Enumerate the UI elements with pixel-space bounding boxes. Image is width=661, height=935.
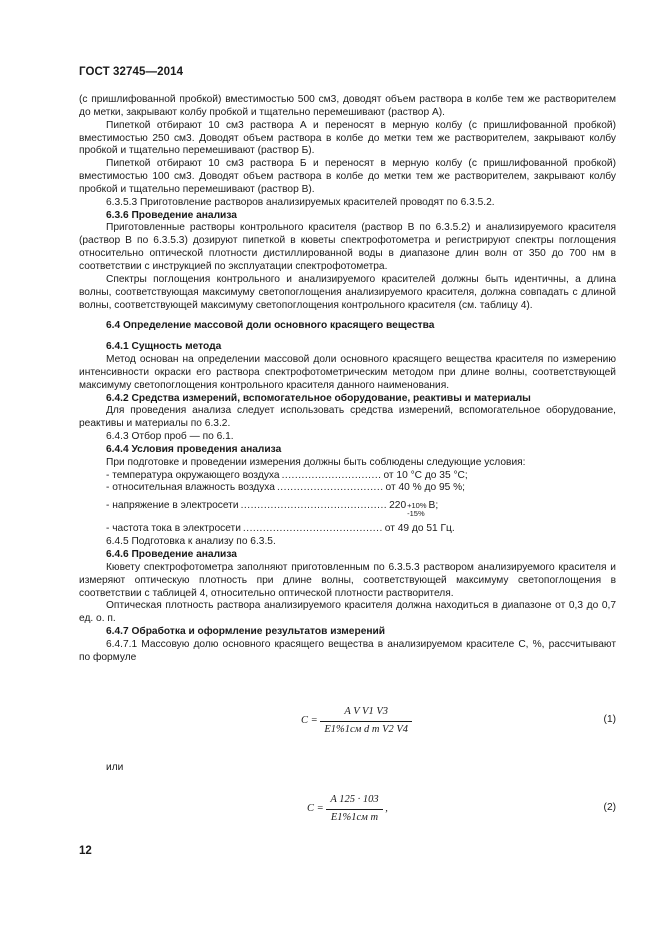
paragraph: При подготовке и проведении измерения должны быть соблюдены следующие условия:	[106, 456, 526, 468]
tolerance-lower: -15%	[407, 509, 425, 519]
spacer	[79, 333, 616, 341]
fraction	[320, 706, 412, 737]
paragraph: 6.3.5.3 Приготовление растворов анализируемых красителей проводят по 6.3.5.2.	[106, 196, 495, 208]
condition-value: от 40 % до 95 %;	[385, 482, 466, 494]
section-heading: 6.4 Определение массовой доли основного красящего вещества	[106, 320, 435, 332]
paragraph: Приготовленные растворы контрольного красителя (раствор В по 6.3.5.2) и анализируемого красителя (раствор В по 6.3.5.3) дозируют пипеткой в кюветы спектрофотометра и регистрируют спектры поглощения относительно оптической плотности дистиллированной воды в диапазоне длин волн от 350 до 700 нм в соответствии с инструкцией по эксплуатации спектрофотометра.	[79, 222, 616, 272]
paragraph: 6.4.3 Отбор проб — по 6.1.	[106, 431, 234, 443]
tolerance-upper: +10%	[407, 501, 427, 511]
condition-row	[79, 470, 616, 483]
paragraph: 6.4.5 Подготовка к анализу по 6.3.5.	[106, 536, 276, 548]
paragraph: Оптическая плотность раствора анализируемого красителя должна находиться в диапазоне от 0,3 до 0,7 ед. о. п.	[79, 600, 616, 625]
paragraph: 6.4.7.1 Массовую долю основного красящего вещества в анализируемом красителе С, %, рассчитывают по формуле	[79, 638, 616, 663]
section-heading: 6.4.1 Сущность метода	[106, 341, 222, 353]
fraction-denominator: E1%1см m	[330, 811, 379, 823]
equation-number: (1)	[603, 714, 616, 725]
condition-label: - напряжение в электросети	[106, 500, 239, 512]
dot-leader: ..........................................	[242, 523, 383, 535]
condition-row	[79, 482, 616, 495]
fraction-numerator: A V V1 V3	[320, 706, 412, 722]
section-heading: 6.4.2 Средства измерений, вспомогательное оборудование, реактивы и материалы	[106, 392, 531, 404]
document-header: ГОСТ 32745—2014	[79, 66, 184, 78]
paragraph: Спектры поглощения контрольного и анализируемого красителей должны быть идентичны, а длина волны, соответствующая максимуму светопоглощения анализируемого красителя, должна совпадать с длиной волны, соответствующей максимуму светопоглощения контрольного красителя (см. таблицу 4).	[79, 273, 616, 311]
section-heading: 6.3.6 Проведение анализа	[106, 209, 237, 221]
condition-value-unit: В;	[428, 500, 439, 512]
dot-leader: ............................................	[240, 500, 388, 512]
condition-label: - относительная влажность воздуха	[106, 482, 275, 494]
condition-label: - температура окружающего воздуха	[106, 469, 280, 481]
paragraph: (с пришлифованной пробкой) вместимостью 500 см3, доводят объем раствора в колбе тем же растворителем до метки, закрывают колбу пробкой и тщательно перемешивают (раствор А).	[79, 94, 616, 118]
paragraph: Для проведения анализа следует использовать средства измерений, вспомогательное оборудование, реактивы и материалы по 6.3.2.	[79, 405, 616, 430]
fraction-denominator: E1%1см d m V2 V4	[324, 723, 409, 735]
fraction-numerator: A 125 · 103	[326, 794, 382, 810]
formula-lhs: C =	[301, 714, 318, 726]
condition-value: от 49 до 51 Гц.	[384, 523, 455, 535]
paragraph: Кювету спектрофотометра заполняют приготовленным по 6.3.5.3 раствором анализируемого красителя и измеряют оптическую плотность при длине волны, соответствующей максимуму светопоглощения в соответствии с таблицей 4, относительно оптической плотности растворителя.	[79, 561, 616, 599]
dot-leader: ................................	[276, 482, 384, 494]
paragraph: Пипеткой отбирают 10 см3 раствора А и переносят в мерную колбу (с пришлифованной пробкой) вместимостью 250 см3. Доводят объем раствора в колбе до метки тем же растворителем, закрывают колбу пробкой и тщательно перемешивают (раствор Б).	[79, 119, 616, 157]
section-heading: 6.4.7 Обработка и оформление результатов измерений	[106, 626, 386, 638]
section-heading: 6.4.4 Условия проведения анализа	[106, 443, 282, 455]
paragraph-or: или	[106, 762, 124, 773]
equation-number: (2)	[603, 802, 616, 813]
condition-value: от 10 °С до 35 °С;	[383, 469, 468, 481]
paragraph: Метод основан на определении массовой доли основного красящего вещества красителя по измерению интенсивности окраски его раствора спектрофотометрическим методом при длине волны, соответствующей максимуму светопоглощения контрольного красителя данного наименования.	[79, 354, 616, 391]
spacer	[79, 312, 616, 320]
section-heading: 6.4.6 Проведение анализа	[106, 549, 237, 560]
page-number: 12	[79, 845, 92, 857]
formula-lhs: C =	[307, 802, 324, 814]
condition-row	[79, 523, 616, 536]
formula-tail: ,	[385, 802, 388, 814]
paragraph: Пипеткой отбирают 10 см3 раствора Б и переносят в мерную колбу (с пришлифованной пробкой) вместимостью 100 см3. Доводят объем раствора в колбе до метки тем же растворителем, закрывают колбу пробкой и тщательно перемешивают (раствор В).	[79, 158, 616, 195]
voltage-tolerance	[407, 502, 426, 518]
condition-row	[79, 500, 616, 518]
fraction	[326, 794, 382, 825]
dot-leader: ..............................	[281, 469, 382, 481]
condition-label: - частота тока в электросети	[106, 523, 241, 535]
condition-value-base: 220	[389, 500, 407, 512]
